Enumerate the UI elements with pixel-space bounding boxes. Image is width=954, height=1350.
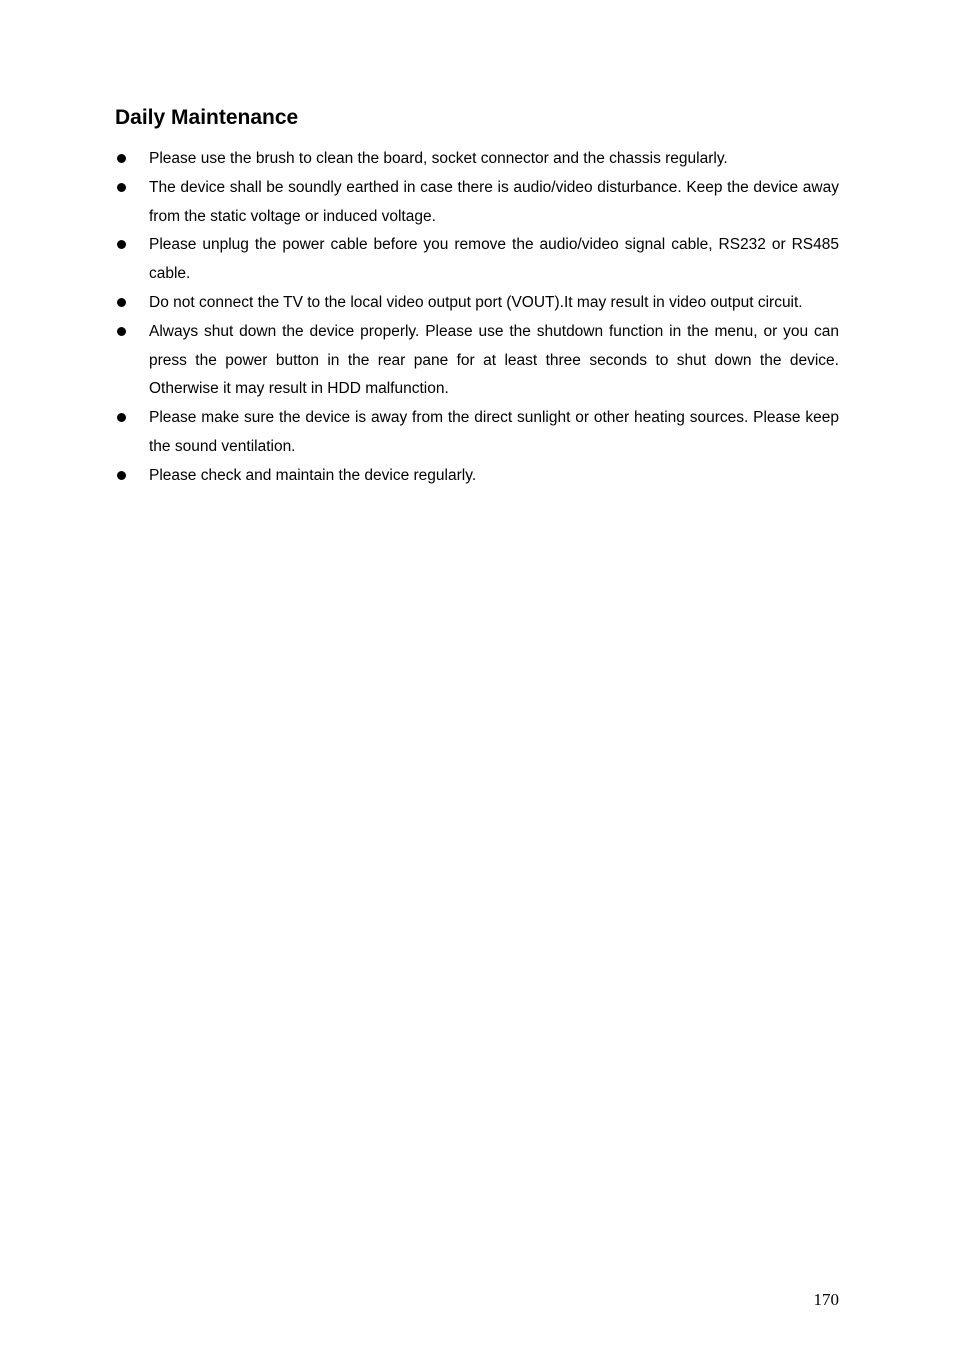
maintenance-bullet-list: [115, 145, 839, 491]
bullet-icon: [117, 298, 126, 307]
list-item: [115, 462, 839, 491]
bullet-icon: [117, 471, 126, 480]
list-item: [115, 174, 839, 232]
list-item-text: Please make sure the device is away from the direct sunlight or other heating sources. Please keep the sound ventilation.: [149, 409, 839, 455]
list-item: [115, 404, 839, 462]
bullet-icon: [117, 327, 126, 336]
bullet-icon: [117, 413, 126, 422]
list-item: [115, 318, 839, 404]
list-item-text: Please check and maintain the device regularly.: [149, 466, 477, 484]
list-item-text: Always shut down the device properly. Please use the shutdown function in the menu, or you can press the power button in the rear pane for at least three seconds to shut down the device. Otherwise it may result in HDD malfunction.: [149, 322, 839, 398]
list-item: [115, 145, 839, 174]
bullet-icon: [117, 240, 126, 249]
list-item-text: The device shall be soundly earthed in case there is audio/video disturbance. Keep the device away from the static voltage or induced voltage.: [149, 178, 839, 225]
list-item-text: Please unplug the power cable before you remove the audio/video signal cable, RS232 or RS485 cable.: [149, 236, 839, 283]
bullet-icon: [117, 154, 126, 163]
list-item: [115, 289, 839, 318]
section-heading: Daily Maintenance: [115, 106, 299, 129]
bullet-icon: [117, 183, 126, 192]
page-number: 170: [813, 1290, 839, 1309]
list-item-text: Do not connect the TV to the local video output port (VOUT).It may result in video output circuit.: [149, 293, 803, 311]
list-item: [115, 231, 839, 289]
list-item-text: Please use the brush to clean the board, socket connector and the chassis regularly.: [149, 150, 728, 167]
